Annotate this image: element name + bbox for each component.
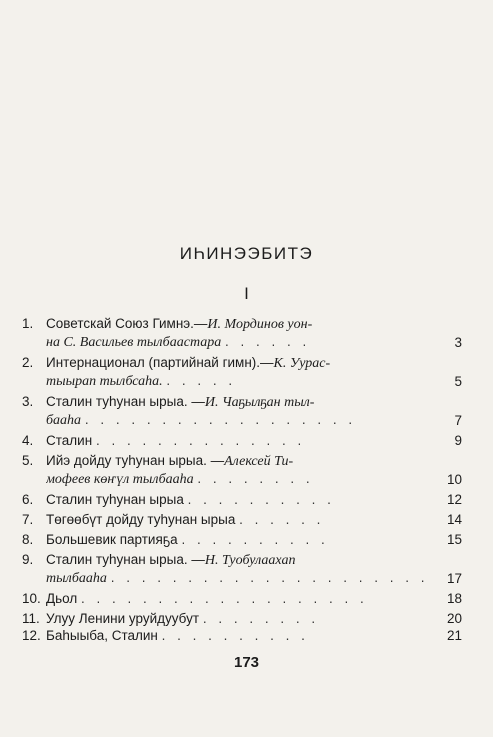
entry-author: Н. Туобулаахап xyxy=(204,553,296,568)
entry-number: 6. xyxy=(22,492,34,507)
entry-number: 12. xyxy=(22,628,41,643)
toc-entry xyxy=(22,531,462,548)
entry-page: 12 xyxy=(446,492,462,507)
toc-entry xyxy=(22,452,462,488)
toc-entry xyxy=(22,491,462,508)
entry-title: Большевик партияҕа xyxy=(46,532,178,547)
entry-author-cont: бааһа xyxy=(46,413,82,428)
entry-number: 7. xyxy=(22,512,34,527)
entry-page: 9 xyxy=(454,433,462,448)
leader-dots: . . . . . xyxy=(166,373,237,388)
leader-dots: . . . . . . . . . . . . . . . . . . xyxy=(84,412,357,427)
leader-dots: . . . . . . . . xyxy=(197,471,314,486)
toc-entry xyxy=(22,315,462,351)
entry-page: 17 xyxy=(446,571,462,586)
entry-number: 3. xyxy=(22,394,34,409)
page-title: ИҺИНЭЭБИТЭ xyxy=(179,244,314,263)
entry-page: 10 xyxy=(446,472,462,487)
entry-number: 4. xyxy=(22,433,34,448)
entry-author: И. Чаҕылҕан тыл- xyxy=(204,395,315,410)
entry-number: 9. xyxy=(22,552,34,567)
leader-dots: . . . . . . . . . . xyxy=(187,492,335,507)
entry-title: Сталин туһунан ырыа xyxy=(46,492,184,507)
toc-entry xyxy=(22,590,462,607)
entry-title: Төгөөбүт дойду туһунан ырыа xyxy=(46,512,236,527)
toc-entry xyxy=(22,354,462,390)
leader-dots: . . . . . . . . . . . . . . . . . . . . . xyxy=(110,570,429,585)
entry-page: 15 xyxy=(446,532,462,547)
leader-dots: . . . . . . . . . . . . . . xyxy=(95,433,306,448)
toc-entry xyxy=(22,393,462,429)
entry-author: К. Уурас- xyxy=(273,356,331,371)
leader-dots: . . . . . . . . . . xyxy=(161,628,309,643)
entry-author-cont: на С. Васильев тылбаастара xyxy=(46,335,222,350)
table-of-contents xyxy=(22,315,462,644)
entry-author-cont: мофеев көҥүл тылбааһа xyxy=(46,472,194,487)
entry-number: 11. xyxy=(22,611,40,626)
entry-number: 2. xyxy=(22,355,34,370)
toc-entry xyxy=(22,511,462,528)
entry-number: 1. xyxy=(22,316,34,331)
entry-title: Советскай Союз Гимнэ.— xyxy=(46,316,208,331)
entry-title: Дьол xyxy=(46,591,78,606)
entry-author-cont: тыырап тылбсаһа. xyxy=(46,374,163,389)
entry-title: Сталин туһунан ырыа. — xyxy=(46,394,205,409)
entry-author: Алексей Ти- xyxy=(224,454,294,469)
entry-page: 5 xyxy=(454,374,462,389)
entry-page: 21 xyxy=(446,628,462,643)
entry-author-cont: тылбааһа xyxy=(46,571,107,586)
leader-dots: . . . . . . xyxy=(239,512,325,527)
entry-title: Сталин туһунан ырыа. — xyxy=(46,552,205,567)
toc-entry xyxy=(22,627,462,644)
toc-entry xyxy=(22,610,462,627)
entry-number: 8. xyxy=(22,532,34,547)
leader-dots: . . . . . . xyxy=(224,334,311,349)
entry-title: Интернационал (партийнай гимн).— xyxy=(46,355,274,370)
entry-author: И. Мординов уон- xyxy=(207,317,313,332)
entry-title: Сталин xyxy=(46,433,93,448)
leader-dots: . . . . . . . . . . xyxy=(181,532,329,547)
entry-title: Улуу Ленини уруйдуубут xyxy=(46,611,200,626)
entry-title: Ийэ дойду туһунан ырыа. — xyxy=(46,453,225,468)
entry-number: 10. xyxy=(22,591,41,606)
entry-page: 18 xyxy=(446,591,462,606)
page-number: 173 xyxy=(233,654,260,671)
entry-page: 3 xyxy=(454,335,462,350)
leader-dots: . . . . . . . . xyxy=(202,611,320,626)
entry-title: Баһыыба, Сталин xyxy=(46,628,158,643)
section-numeral: I xyxy=(244,284,249,303)
toc-entry xyxy=(22,551,462,587)
entry-page: 7 xyxy=(454,413,462,428)
leader-dots: . . . . . . . . . . . . . . . . . . . xyxy=(81,591,368,606)
entry-page: 14 xyxy=(446,512,462,527)
entry-number: 5. xyxy=(22,453,34,468)
toc-entry xyxy=(22,432,462,449)
entry-page: 20 xyxy=(446,611,462,626)
